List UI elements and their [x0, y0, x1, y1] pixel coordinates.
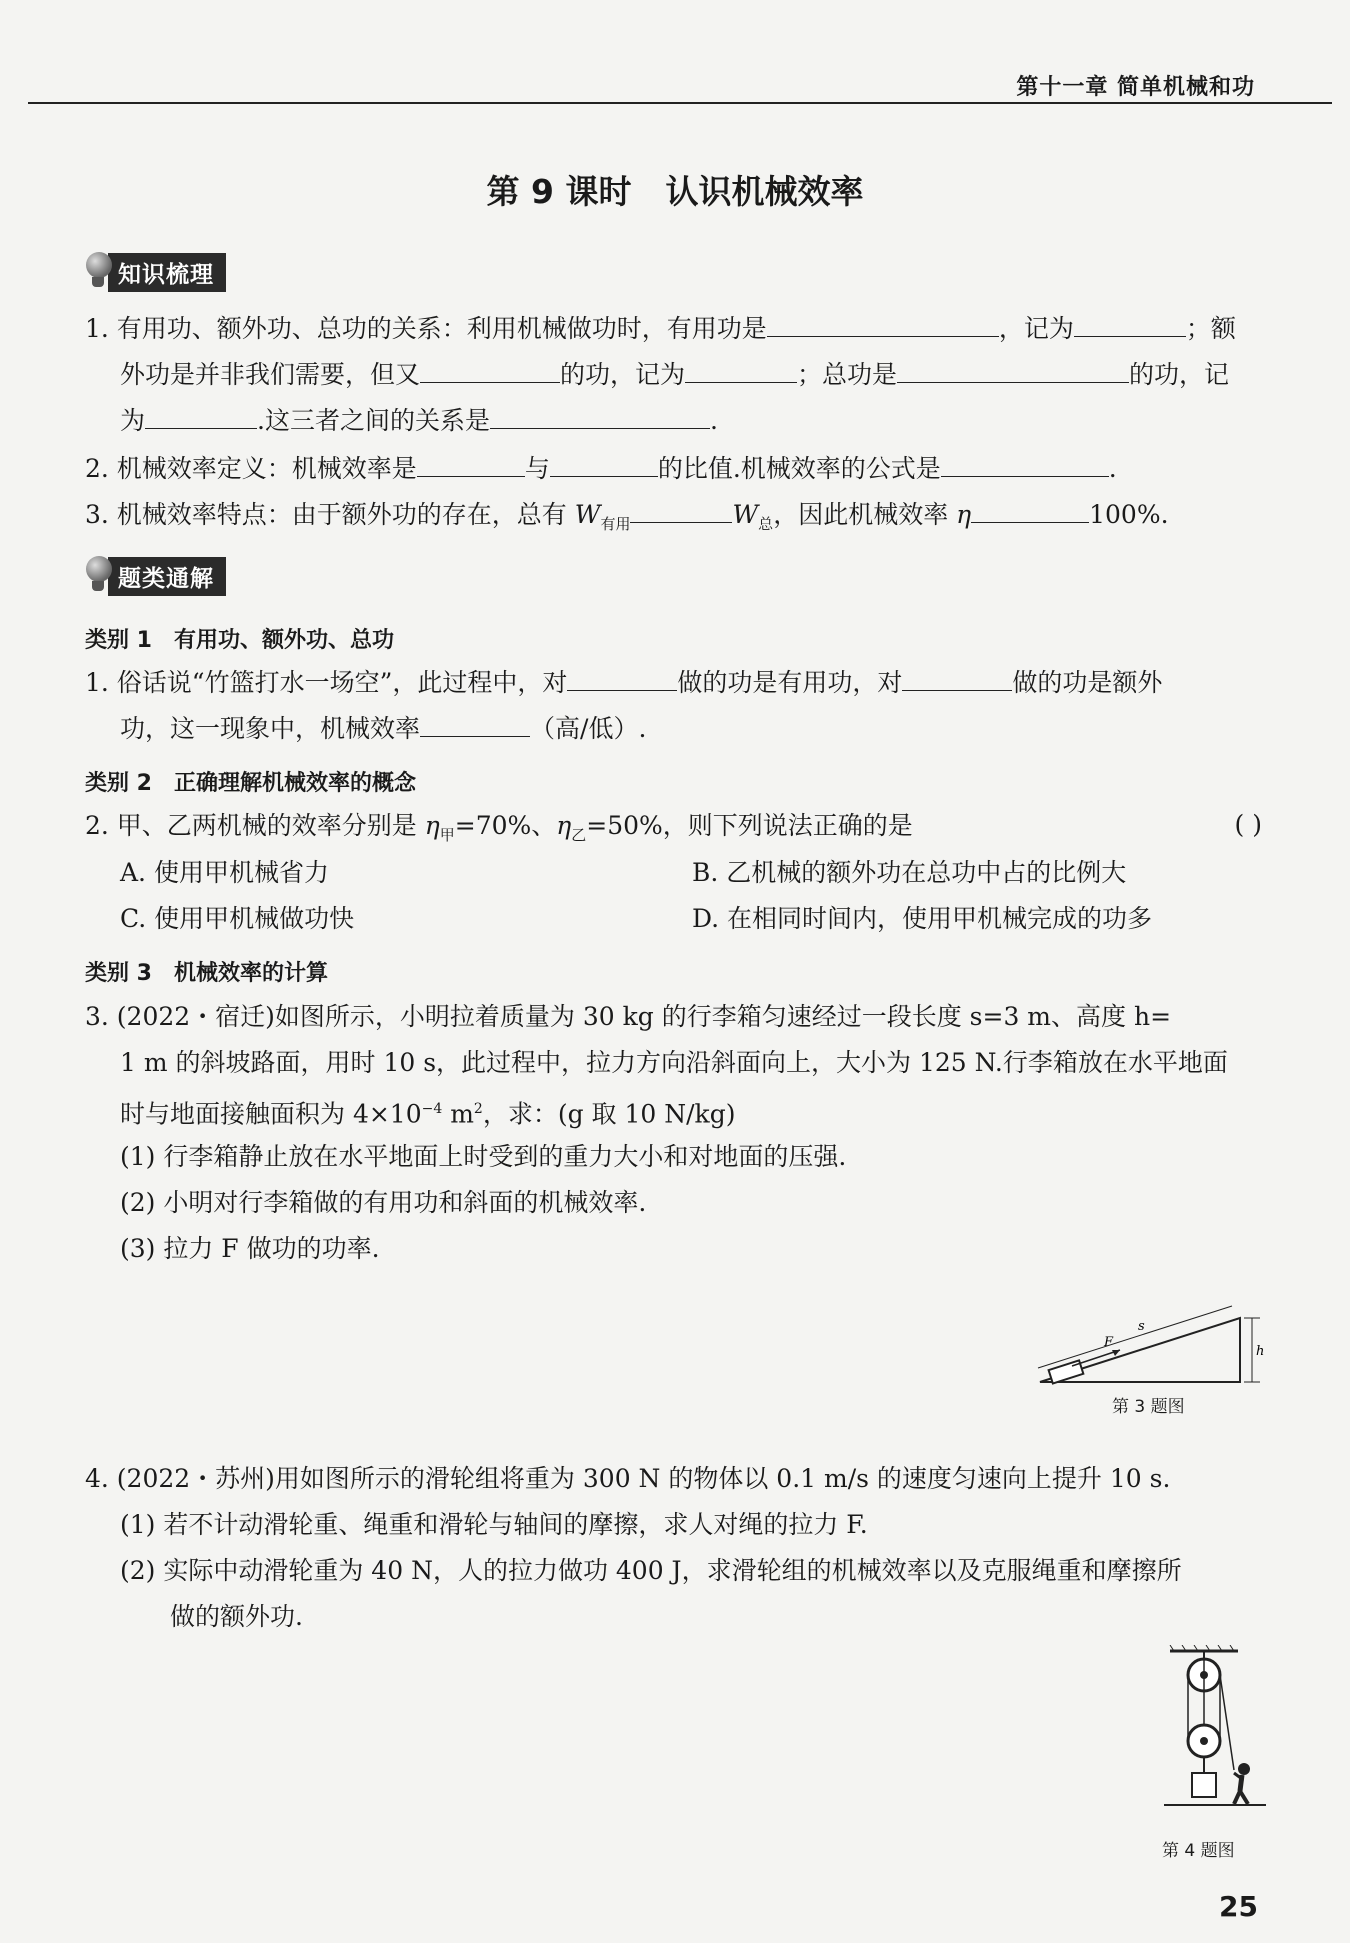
lesson-number: 第 9 课时: [486, 172, 632, 211]
c1-line1: 1. 俗话说“竹篮打水一场空”，此过程中，对 做的功是有用功，对 做的功是额外: [85, 660, 1162, 706]
c3-line1: 3. (2022・宿迁)如图所示，小明拉着质量为 30 kg 的行李箱匀速经过一段长度 s=3 m、高度 h=: [85, 1002, 1172, 1031]
answer-blank[interactable]: [685, 352, 797, 383]
answer-blank[interactable]: [567, 660, 677, 691]
incline-diagram: [1030, 1280, 1280, 1390]
answer-blank[interactable]: [420, 352, 560, 383]
c1-line2: 功，这一现象中，机械效率 （高/低）.: [120, 706, 646, 752]
option-a[interactable]: A. 使用甲机械省力: [120, 858, 329, 887]
section-label: 知识梳理: [108, 253, 226, 292]
category-1: 类别 1 有用功、额外功、总功: [85, 628, 394, 653]
section-types: [84, 556, 226, 596]
length-label: s: [1138, 1319, 1145, 1334]
c4-sub1: (1) 若不计动滑轮重、绳重和滑轮与轴间的摩擦，求人对绳的拉力 F.: [120, 1510, 868, 1539]
option-c[interactable]: C. 使用甲机械做功快: [120, 904, 355, 933]
force-label: F: [1104, 1335, 1114, 1350]
c4-sub2-cont: 做的额外功.: [170, 1602, 303, 1631]
height-label: h: [1256, 1344, 1265, 1359]
knowledge-q1-line3: 为 .这三者之间的关系是 .: [120, 398, 718, 444]
header-rule: [28, 102, 1332, 104]
lesson-name: 认识机械效率: [665, 172, 864, 211]
answer-blank[interactable]: [1074, 306, 1186, 337]
option-b[interactable]: B. 乙机械的额外功在总功中占的比例大: [692, 858, 1127, 887]
page-number: 25: [1219, 1890, 1258, 1923]
c2-stem: 2. 甲、乙两机械的效率分别是 $\eta_甲=70\%$、$\eta_乙=50\%$，则下列说法正确的是: [85, 811, 913, 844]
answer-blank[interactable]: [145, 398, 257, 429]
answer-blank[interactable]: [941, 446, 1109, 477]
pulley-diagram: [1160, 1645, 1270, 1840]
answer-blank[interactable]: [550, 446, 658, 477]
answer-blank[interactable]: [971, 492, 1089, 523]
answer-blank[interactable]: [417, 446, 525, 477]
length-dimension: [1038, 1306, 1232, 1368]
answer-blank[interactable]: [902, 660, 1012, 691]
answer-blank[interactable]: [420, 706, 530, 737]
c3-line2: 1 m 的斜坡路面，用时 10 s，此过程中，拉力方向沿斜面向上，大小为 125 N.行李箱放在水平地面: [120, 1048, 1228, 1077]
category-3: 类别 3 机械效率的计算: [85, 961, 328, 986]
load-block: [1192, 1773, 1216, 1797]
section-label: 题类通解: [108, 557, 226, 596]
knowledge-q1-line1: 1. 有用功、额外功、总功的关系：利用机械做功时，有用功是 ，记为 ；额: [85, 306, 1236, 352]
chapter-header: 第十一章 简单机械和功: [1016, 75, 1255, 100]
person-icon: [1234, 1763, 1250, 1804]
section-knowledge: [84, 252, 226, 292]
figure-3-caption: 第 3 题图: [1112, 1397, 1185, 1417]
c3-line3: 时与地面接触面积为 $4\times 10^{-4}$ $m^2$，求：(g 取 10 N/kg): [120, 1099, 736, 1129]
category-2: 类别 2 正确理解机械效率的概念: [85, 771, 416, 796]
knowledge-q3: 3. 机械效率特点：由于额外功的存在，总有 $W_{有用}$ $W_总$，因此机械效率 η 100%.: [85, 492, 1169, 547]
answer-blank[interactable]: [630, 492, 732, 523]
lightbulb-icon: [84, 556, 112, 596]
answer-blank[interactable]: [490, 398, 710, 429]
knowledge-q1-line2: 外功是并非我们需要，但又 的功，记为 ；总功是 的功，记: [120, 352, 1229, 398]
c4-sub2: (2) 实际中动滑轮重为 40 N，人的拉力做功 400 J，求滑轮组的机械效率以及克服绳重和摩擦所: [120, 1556, 1182, 1585]
c3-sub2: (2) 小明对行李箱做的有用功和斜面的机械效率.: [120, 1188, 647, 1217]
answer-blank[interactable]: [897, 352, 1129, 383]
c3-sub1: (1) 行李箱静止放在水平地面上时受到的重力大小和对地面的压强.: [120, 1142, 847, 1171]
c3-sub3: (3) 拉力 F 做功的功率.: [120, 1234, 380, 1263]
answer-parenthesis[interactable]: ( ): [1234, 810, 1262, 839]
option-d[interactable]: D. 在相同时间内，使用甲机械完成的功多: [692, 904, 1153, 933]
page-title: [0, 166, 1350, 213]
figure-4-caption: 第 4 题图: [1162, 1841, 1235, 1861]
knowledge-q2: 2. 机械效率定义：机械效率是 与 的比值.机械效率的公式是 .: [85, 446, 1117, 492]
c4-line1: 4. (2022・苏州)用如图所示的滑轮组将重为 300 N 的物体以 0.1 m/s 的速度匀速向上提升 10 s.: [85, 1464, 1171, 1493]
lightbulb-icon: [84, 252, 112, 292]
answer-blank[interactable]: [767, 306, 999, 337]
